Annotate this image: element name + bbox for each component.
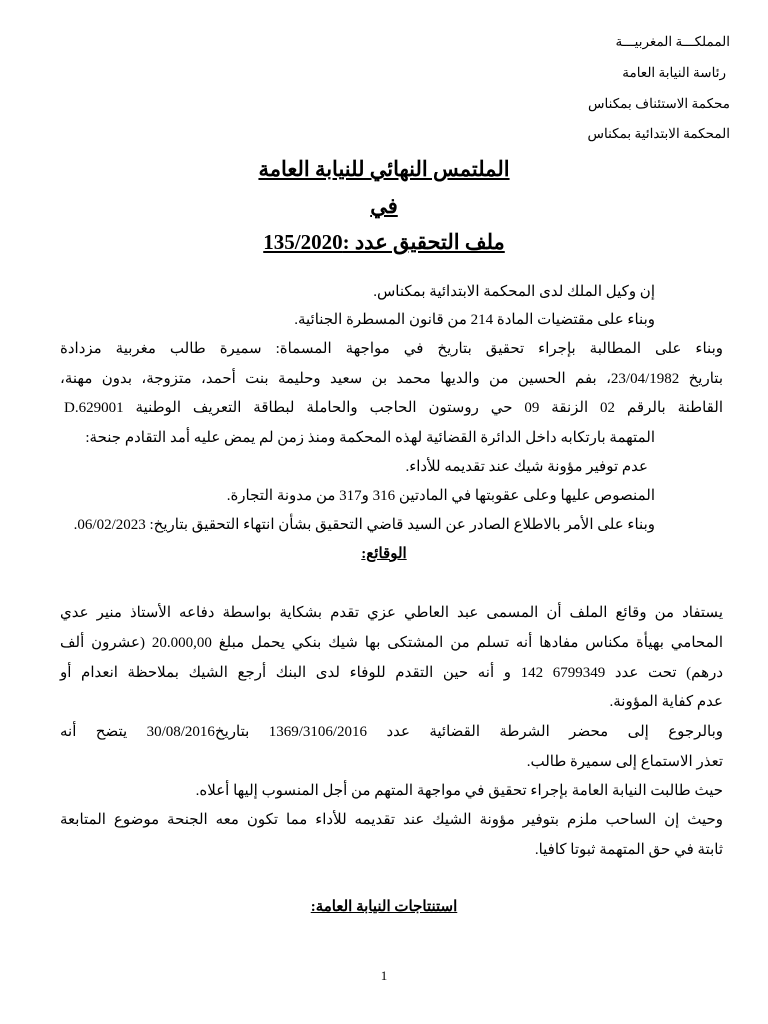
- facts-line: تعذر الاستماع إلى سميرة طالب.: [526, 754, 723, 770]
- facts-line: وحيث إن الساحب ملزم بتوفير مؤونة الشيك عند تقديمه للأداء مما تكون معه الجنحة موضوع المتابعة: [60, 812, 723, 828]
- header-presidency: رئاسة النيابة العامة: [622, 65, 726, 80]
- page-number: 1: [380, 968, 388, 983]
- intro-line: عدم توفير مؤونة شيك عند تقديمه للأداء.: [405, 459, 648, 475]
- intro-line: المنصوص عليها وعلى عقوبتها في المادتين 316 و317 من مدونة التجارة.: [226, 488, 655, 504]
- facts-line: ثابتة في حق المتهمة ثبوتا كافيا.: [534, 842, 723, 858]
- intro-line: وبناء على مقتضيات المادة 214 من قانون المسطرة الجنائية.: [294, 312, 655, 328]
- facts-line: وبالرجوع إلى محضر الشرطة القضائية عدد 1369/3106/2016 بتاريخ30/08/2016 يتضح أنه: [60, 724, 724, 740]
- header-first-instance-court: المحكمة الابتدائية بمكناس: [587, 126, 730, 141]
- intro-line: وبناء على الأمر بالاطلاع الصادر عن السيد قاضي التحقيق بشأن انتهاء التحقيق بتاريخ: 06/02/2023.: [73, 517, 655, 533]
- title-main: الملتمس النهائي للنيابة العامة: [258, 157, 510, 181]
- conclusions-heading: استنتاجات النيابة العامة:: [310, 899, 458, 915]
- facts-line: درهم) تحت عدد 6799349 142 و أنه حين التقدم للوفاء لدى البنك أرجع الشيك بملاحظة انعدام أو: [60, 665, 723, 681]
- facts-line: حيث طالبت النيابة العامة بإجراء تحقيق في مواجهة المتهم من أجل المنسوب إليها أعلاه.: [195, 783, 723, 799]
- intro-line: وبناء على المطالبة بإجراء تحقيق بتاريخ في مواجهة المسماة: سميرة طالب مغربية مزدادة: [60, 341, 723, 357]
- intro-line: إن وكيل الملك لدى المحكمة الابتدائية بمكناس.: [373, 284, 655, 300]
- facts-line: يستفاد من وقائع الملف أن المسمى عبد العاطي عزي تقدم بشكاية بواسطة دفاعه الأستاذ منير عدي: [60, 605, 723, 621]
- title-file-number: ملف التحقيق عدد :135/2020: [263, 230, 505, 254]
- intro-line: بتاريخ 23/04/1982، بفم الحسين من والديها محمد بن سعيد وحليمة بنت أحمد، متزوجة، بدون مهنة،: [60, 371, 723, 387]
- facts-line: المحامي بهيأة مكناس مفادها أنه تسلم من المشتكى بها شيك بنكي يحمل مبلغ 20.000,00 (عشرون ألف: [60, 635, 723, 651]
- facts-line: عدم كفاية المؤونة.: [609, 694, 723, 710]
- facts-heading: الوقائع:: [361, 546, 407, 562]
- header-kingdom: المملكـــة المغربيـــة: [615, 34, 730, 49]
- intro-line: القاطنة بالرقم 02 الزنقة 09 حي روستون الحاجب والحاملة لبطاقة التعريف الوطنية D.629001: [64, 400, 724, 416]
- intro-line: المتهمة بارتكابه داخل الدائرة القضائية لهذه المحكمة ومنذ زمن لم يمض عليه أمد التقادم جنحة:: [85, 430, 655, 446]
- header-appeal-court: محكمة الاستئناف بمكناس: [588, 96, 730, 111]
- title-in: في: [370, 194, 398, 218]
